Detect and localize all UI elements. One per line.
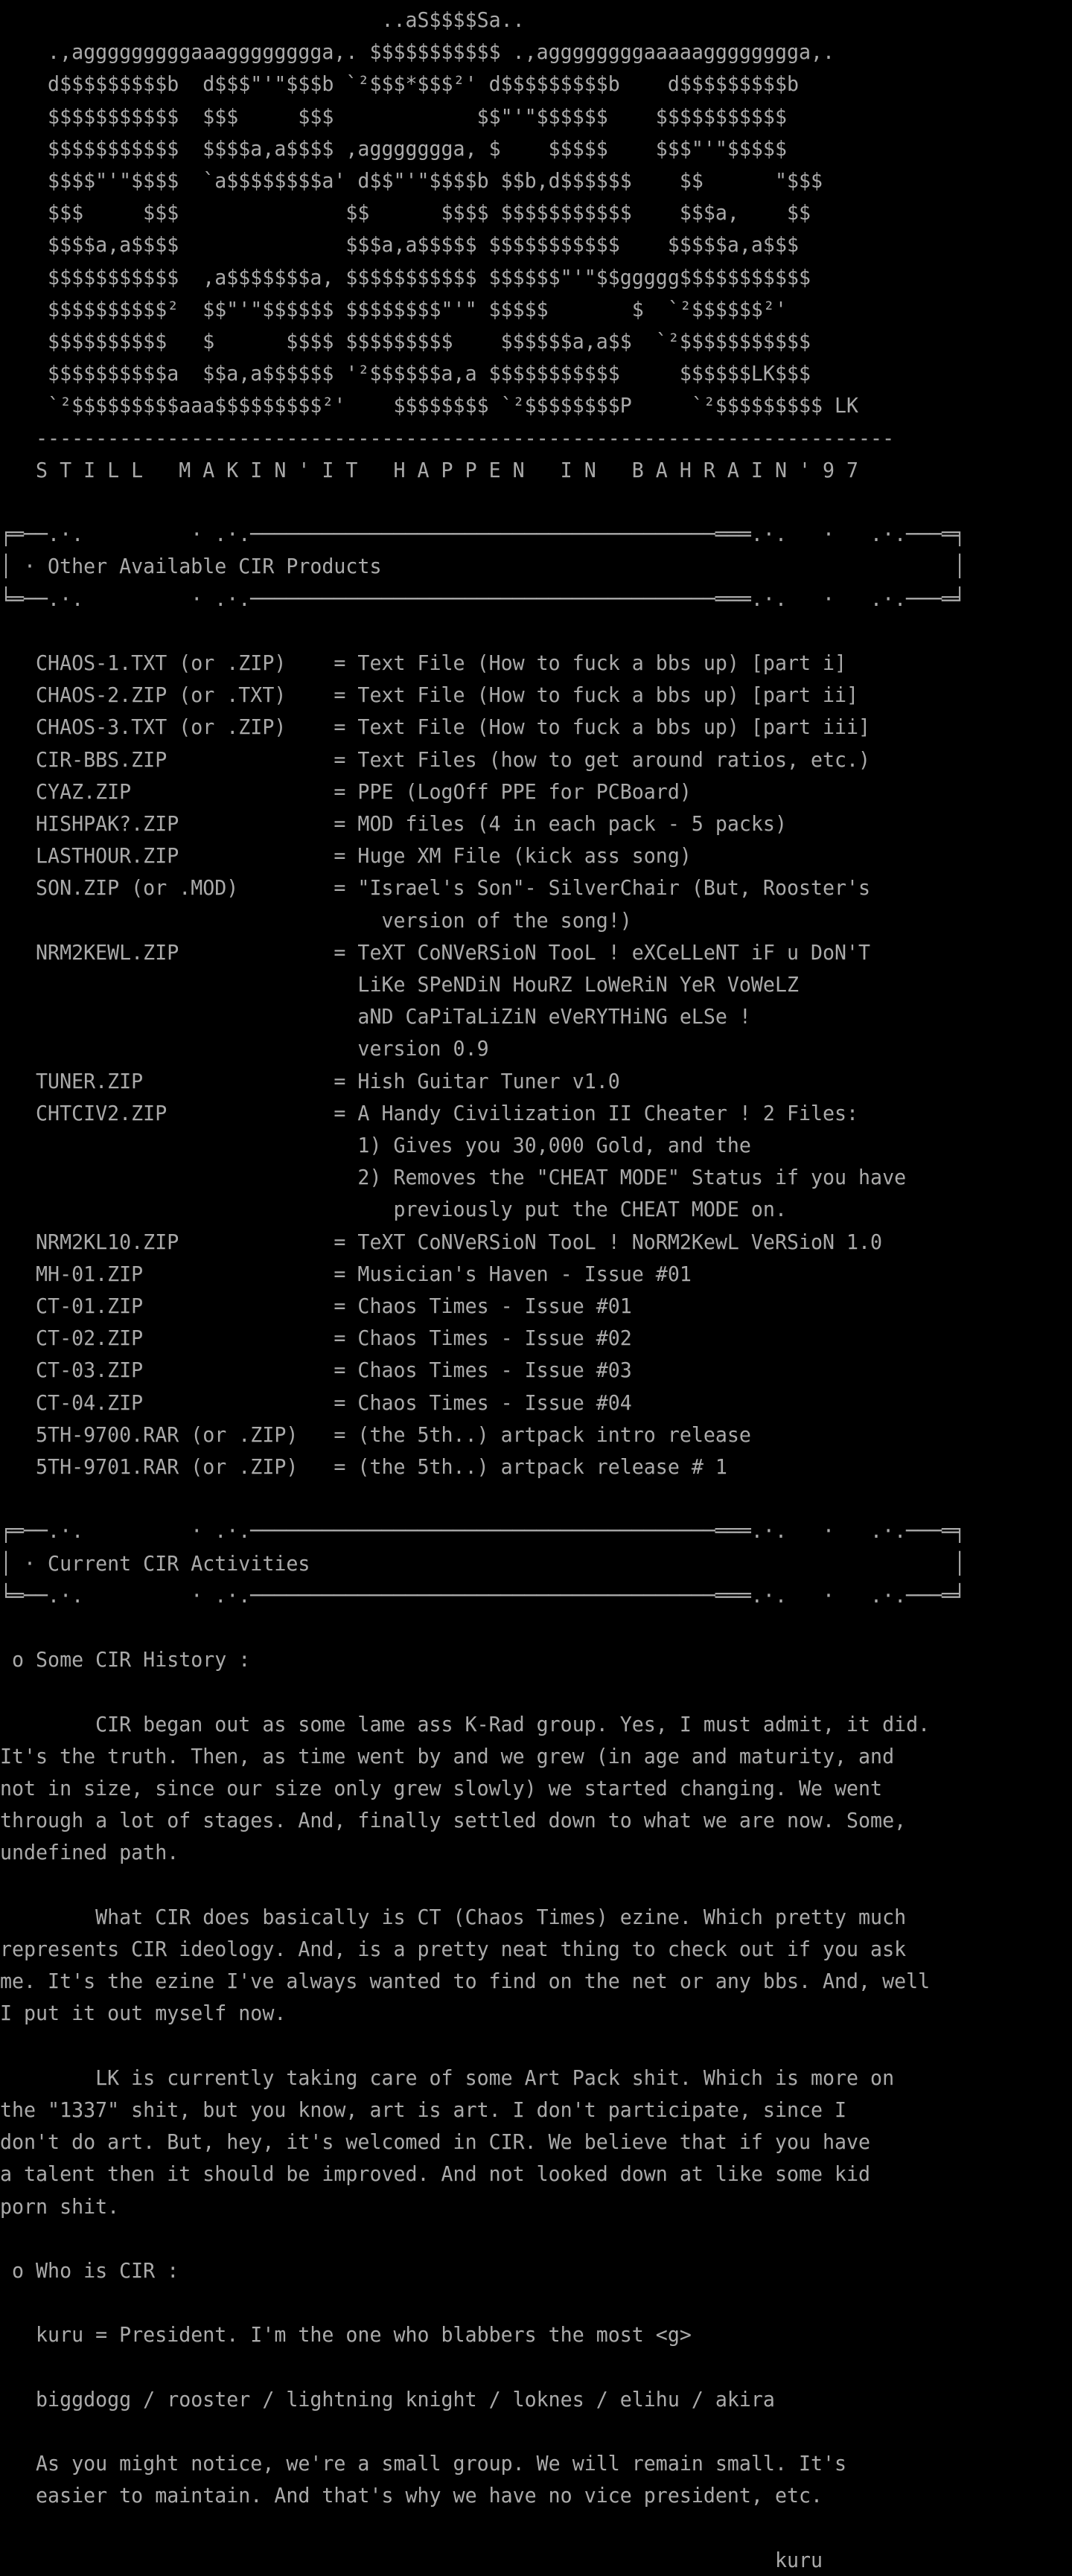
text-line [0,1933,1072,1965]
text-line [0,1836,1072,1868]
text-line [0,2512,1072,2544]
text-line [0,2479,1072,2511]
text-line [0,132,1072,164]
text-line [0,196,1072,228]
text-line [0,936,1072,968]
text-line [0,711,1072,743]
text-line-content: ╘═──.·. · .·.───────────────────────────────────────═══.·. · .·.───═╛ [0,586,966,611]
text-line [0,2415,1072,2447]
text-line [0,550,1072,582]
text-line [0,1161,1072,1193]
text-line-content: CIR-BBS.ZIP = Text Files (how to get around ratios, etc.) [0,747,871,772]
text-line-content: o Some CIR History : [0,1647,251,1672]
text-line-content: 5TH-9701.RAR (or .ZIP) = (the 5th..) artpack release # 1 [0,1454,727,1479]
text-line [0,1547,1072,1579]
text-line [0,1901,1072,1933]
text-line [0,679,1072,711]
text-line [0,1129,1072,1161]
text-line [0,68,1072,100]
text-line [0,1611,1072,1643]
text-line-content: me. It's the ezine I've always wanted to find on the net or any bbs. And, well [0,1969,931,1994]
text-line-content: the "1337" shit, but you know, art is art. I don't participate, since I [0,2097,847,2122]
text-line-content: SON.ZIP (or .MOD) = "Israel's Son"- SilverChair (But, Rooster's [0,875,871,901]
text-line [0,968,1072,1000]
text-line [0,2351,1072,2383]
text-line-content: CYAZ.ZIP = PPE (LogOff PPE for PCBoard) [0,779,692,804]
text-line-content: $$$$$$$$$$ $ $$$$ $$$$$$$$$ $$$$$$a,a$$ `²$$$$$$$$$$$ [0,329,811,354]
text-line-content: LASTHOUR.ZIP = Huge XM File (kick ass song) [0,843,692,869]
text-line [0,486,1072,518]
text-line-content: `²$$$$$$$$$aaa$$$$$$$$$²' $$$$$$$$ `²$$$$$$$$P `²$$$$$$$$$ LK [0,393,859,418]
text-line [0,1740,1072,1772]
text-line-content: not in size, since our size only grew slowly) we started changing. We went [0,1776,883,1800]
text-line [0,1675,1072,1707]
text-line-content: NRM2KEWL.ZIP = TeXT CoNVeRSioN TooL ! eXCeLLeNT iF u DoN'T [0,939,871,965]
text-line-content: │ · Other Available CIR Products │ [0,554,966,579]
text-line-content: kuru = President. I'm the one who blabbers the most <g> [0,2322,692,2348]
text-line-content: I put it out myself now. [0,2001,287,2026]
text-line-content: represents CIR ideology. And, is a pretty neat thing to check out if you ask [0,1937,907,1961]
text-line [0,261,1072,293]
text-line [0,583,1072,615]
text-line [0,36,1072,68]
text-line [0,1804,1072,1836]
text-line [0,2222,1072,2254]
text-line [0,2030,1072,2062]
text-line-content: CHTCIV2.ZIP = A Handy Civilization II Cheater ! 2 Files: [0,1100,859,1125]
text-line [0,2447,1072,2479]
text-line-content: CIR began out as some lame ass K-Rad group. Yes, I must admit, it did. [0,1711,931,1736]
text-line [0,1065,1072,1097]
text-line [0,744,1072,776]
text-line-content: through a lot of stages. And, finally settled down to what we are now. Some, [0,1808,907,1833]
text-line [0,1000,1072,1032]
text-line [0,422,1072,454]
text-line [0,1483,1072,1515]
text-line-content: $$$$$$$$$$² $$"'"$$$$$$ $$$$$$$$"'" $$$$$ $ `²$$$$$$²' [0,296,787,322]
text-line [0,776,1072,808]
text-line [0,2286,1072,2318]
text-line-content: porn shit. [0,2193,120,2219]
text-line-content: kuru [0,2547,823,2572]
text-line [0,1451,1072,1483]
text-line-content: 5TH-9700.RAR (or .ZIP) = (the 5th..) artpack intro release [0,1422,751,1447]
text-line [0,1997,1072,2029]
text-line-content: biggdogg / rooster / lightning knight / loknes / elihu / akira [0,2386,775,2412]
text-line [0,4,1072,36]
text-line-content: CHAOS-3.TXT (or .ZIP) = Text File (How to fuck a bbs up) [part iii] [0,715,871,740]
text-line-content: d$$$$$$$$$b d$$$"'"$$$b `²$$$*$$$²' d$$$$$$$$$b d$$$$$$$$$b [0,71,799,97]
text-line-content: ..aS$$$$Sa.. [0,7,525,32]
text-line-content: S T I L L M A K I N ' I T H A P P E N I N B A H R A I N ' 9 7 [0,457,859,482]
text-line [0,2544,1072,2576]
text-line-content: .,agggggggggaaagggggggga,. $$$$$$$$$$$ .,aggggggggaaaaagggggggga,. [0,39,835,65]
text-line-content: CT-01.ZIP = Chaos Times - Issue #01 [0,1294,632,1318]
text-line [0,293,1072,325]
text-line [0,1226,1072,1258]
text-line [0,1708,1072,1740]
text-line [0,1097,1072,1129]
text-line-content: easier to maintain. And that's why we have no vice president, etc. [0,2483,823,2508]
text-line-content: MH-01.ZIP = Musician's Haven - Issue #01 [0,1261,692,1286]
text-line-content: What CIR does basically is CT (Chaos Times) ezine. Which pretty much [0,1904,907,1929]
text-line [0,1419,1072,1451]
text-line-content: ╒═──.·. · .·.───────────────────────────────────────═══.·. · .·.───═╕ [0,522,966,547]
text-line [0,357,1072,389]
text-line-content: undefined path. [0,1840,179,1865]
text-line [0,1193,1072,1225]
text-line [0,1965,1072,1997]
text-line [0,2254,1072,2286]
text-line [0,840,1072,872]
text-line-content: don't do art. But, hey, it's welcomed in CIR. We believe that if you have [0,2129,871,2155]
text-line-content: ╒═──.·. · .·.───────────────────────────────────────═══.·. · .·.───═╕ [0,1518,966,1544]
text-line-content: ╘═──.·. · .·.───────────────────────────────────────═══.·. · .·.───═╛ [0,1582,966,1608]
text-line [0,2318,1072,2350]
text-line-content: $$$$$$$$$$$ $$$ $$$ $$"'"$$$$$$ $$$$$$$$$$$ [0,103,787,129]
text-line [0,325,1072,357]
text-line [0,1515,1072,1547]
text-line [0,1387,1072,1419]
text-line-content: CT-03.ZIP = Chaos Times - Issue #03 [0,1358,632,1383]
text-line-content: HISHPAK?.ZIP = MOD files (4 in each pack - 5 packs) [0,811,787,836]
text-line [0,389,1072,421]
text-line [0,2126,1072,2158]
text-line [0,454,1072,486]
text-line [0,1643,1072,1675]
text-line-content: CHAOS-1.TXT (or .ZIP) = Text File (How to fuck a bbs up) [part i] [0,651,847,675]
text-line-content: │ · Current CIR Activities │ [0,1550,966,1576]
text-line-content: previously put the CHEAT MODE on. [0,1197,787,1222]
text-line-content: $$$$$$$$$$$ ,a$$$$$$$a, $$$$$$$$$$$ $$$$$$"'"$$ggggg$$$$$$$$$$$ [0,264,811,290]
text-line [0,518,1072,550]
text-line-content: $$$ $$$ $$ $$$$ $$$$$$$$$$$ $$$a, $$ [0,200,811,226]
text-line-content: LiKe SPeNDiN HouRZ LoWeRiN YeR VoWeLZ [0,972,799,997]
text-line-content: LK is currently taking care of some Art Pack shit. Which is more on [0,2065,895,2090]
text-line-content: CHAOS-2.ZIP (or .TXT) = Text File (How to fuck a bbs up) [part ii] [0,683,859,708]
text-line [0,1322,1072,1354]
text-line [0,1354,1072,1386]
text-line-content: It's the truth. Then, as time went by and we grew (in age and maturity, and [0,1743,895,1768]
text-line-content: As you might notice, we're a small group. We will remain small. It's [0,2451,847,2476]
text-line [0,647,1072,679]
text-line-content: CT-02.ZIP = Chaos Times - Issue #02 [0,1326,632,1351]
text-line-content: NRM2KL10.ZIP = TeXT CoNVeRSioN TooL ! NoRM2KewL VeRSioN 1.0 [0,1229,883,1254]
text-line-content: 2) Removes the "CHEAT MODE" Status if you have [0,1165,907,1190]
text-line-content: ------------------------------------------------------------------------ [0,425,895,450]
text-line-content: version 0.9 [0,1036,489,1061]
text-line-content: TUNER.ZIP = Hish Guitar Tuner v1.0 [0,1068,620,1093]
text-line [0,2094,1072,2126]
text-line [0,228,1072,261]
text-line [0,904,1072,936]
text-line [0,164,1072,196]
text-line-content: $$$$a,a$$$$ $$$a,a$$$$$ $$$$$$$$$$$ $$$$$a,a$$$ [0,232,799,258]
text-line-content: $$$$"'"$$$$ `a$$$$$$$$a' d$$"'"$$$$b $$b,d$$$$$$ $$ "$$$ [0,168,823,193]
text-line-content: CT-04.ZIP = Chaos Times - Issue #04 [0,1390,632,1415]
text-line-content: $$$$$$$$$$$ $$$$a,a$$$$ ,aggggggga, $ $$$$$ $$$"'"$$$$$ [0,135,787,161]
text-line-content: $$$$$$$$$$a $$a,a$$$$$$ '²$$$$$$a,a $$$$$$$$$$$ $$$$$$LK$$$ [0,361,811,386]
text-line [0,2383,1072,2415]
text-line [0,1290,1072,1322]
text-line-content: aND CaPiTaLiZiN eVeRYTHiNG eLSe ! [0,1004,751,1029]
text-line [0,808,1072,840]
text-line-content: 1) Gives you 30,000 Gold, and the [0,1133,751,1157]
text-line [0,2190,1072,2222]
text-line [0,2158,1072,2190]
text-line [0,872,1072,904]
text-line [0,1579,1072,1611]
text-line [0,2062,1072,2094]
text-line [0,1772,1072,1804]
text-line [0,1032,1072,1064]
text-line [0,1869,1072,1901]
text-line [0,100,1072,132]
text-line-content: o Who is CIR : [0,2258,179,2283]
text-line-content: a talent then it should be improved. And not looked down at like some kid [0,2161,871,2187]
text-line [0,615,1072,647]
text-line-content: version of the song!) [0,907,632,933]
text-line [0,1258,1072,1290]
